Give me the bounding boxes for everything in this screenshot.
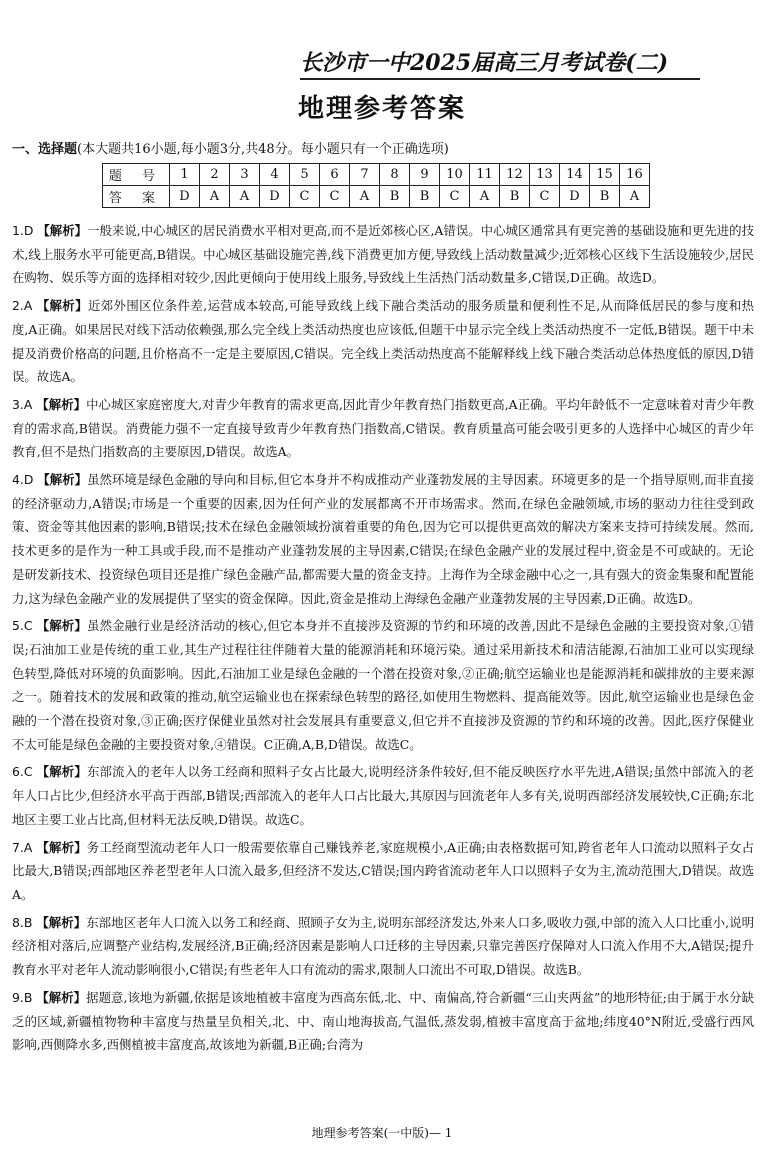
- answer-cell: A: [200, 186, 230, 208]
- question-number: 13: [530, 164, 560, 186]
- section-label: 一、选择题: [12, 142, 78, 157]
- explanation-7: [12, 836, 754, 907]
- header-rule: [300, 78, 700, 80]
- question-number: 9: [410, 164, 440, 186]
- answer-key: 8.B: [12, 914, 33, 930]
- answer-key: 3.A: [12, 396, 33, 412]
- question-number: 2: [200, 164, 230, 186]
- explanation-8: [12, 911, 754, 982]
- question-number: 8: [380, 164, 410, 186]
- question-number: 6: [320, 164, 350, 186]
- analysis-tag: 【解析】: [37, 472, 88, 488]
- explanation-3: [12, 393, 754, 464]
- answer-cell: A: [620, 186, 650, 208]
- answer-cell: D: [260, 186, 290, 208]
- number-row-header: 题 号: [103, 164, 170, 186]
- section-heading: [12, 138, 449, 157]
- answer-cell: C: [320, 186, 350, 208]
- answer-cell: B: [500, 186, 530, 208]
- answer-cell: B: [410, 186, 440, 208]
- explanation-text: 一般来说,中心城区的居民消费水平相对更高,而不是近郊核心区,A错误。中心城区通常具有更完善的基础设施和更先进的技术,线上服务水平可能更高,B错误。中心城区基础设施完善,线下消费更加方便,导致线上活动数量减少;近郊核心区线下生活设施较少,居民在购物、娱乐等方面的选择相对较少,因此更倾向于使用线上服务,导致线上生活热门活动数量多,C错误,D正确。故选D。: [12, 223, 754, 286]
- answer-key: 6.C: [12, 764, 33, 780]
- question-number: 3: [230, 164, 260, 186]
- answer-cell: A: [470, 186, 500, 208]
- explanation-1: [12, 219, 754, 290]
- explanation-text: 虽然环境是绿色金融的导向和目标,但它本身并不构成推动产业蓬勃发展的主导因素。环境更多的是一个指导原则,而非直接的经济驱动力,A错误;市场是一个重要的因素,因为任何产业的发展都离不开市场需求。然而,在绿色金融领域,市场的驱动力往往受到政策、资金等其他因素的影响,B错误;技术在绿色金融领域扮演着重要的角色,因为它可以提供更高效的解决方案来支持可持续发展。然而,技术更多的是作为一种工具或手段,而不是推动产业蓬勃发展的主导因素,C错误;在绿色金融产业的发展过程中,资金是不可或缺的。无论是研发新技术、投资绿色项目还是推广绿色金融产品,都需要大量的资金支持。上海作为全球金融中心之一,具有强大的资金集聚和配置能力,这为绿色金融产业的发展提供了坚实的资金保障。因此,资金是推动上海绿色金融产业蓬勃发展的主导因素,D正确。故选D。: [12, 472, 754, 606]
- answer-key: 9.B: [12, 989, 33, 1005]
- explanation-9: [12, 986, 754, 1057]
- explanation-text: 中心城区家庭密度大,对青少年教育的需求更高,因此青少年教育热门指数更高,A正确。平均年龄低不一定意味着对青少年教育的需求高,B错误。消费能力强不一定直接导致青少年教育热门指数高,C错误。教育质量高可能会吸引更多的人选择中心城区的青少年教育,但不是热门指数高的主要原因,D错误。故选A。: [12, 396, 755, 460]
- answer-key: 7.A: [12, 839, 33, 855]
- answer-table-number-row: [103, 164, 650, 186]
- page-footer: 地理参考答案(一中版)— 1: [311, 1126, 453, 1140]
- analysis-tag: 【解析】: [36, 618, 87, 634]
- analysis-tag: 【解析】: [36, 298, 88, 314]
- analysis-tag: 【解析】: [36, 914, 87, 930]
- answer-cell: B: [380, 186, 410, 208]
- answer-key: 5.C: [12, 618, 33, 634]
- answer-cell: D: [560, 186, 590, 208]
- answer-cell: B: [590, 186, 620, 208]
- explanation-4: [12, 468, 754, 610]
- analysis-tag: 【解析】: [36, 396, 87, 412]
- explanation-text: 务工经商型流动老年人口一般需要依靠自己赚钱养老,家庭规模小,A正确;由表格数据可知,跨省老年人口流动以照料子女占比最大,B错误;西部地区养老型老年人口流入最多,但经济不发达,C错误;国内跨省流动老年人口以照料子女为主,流动范围大,D错误。故选A。: [12, 839, 754, 902]
- explanation-6: [12, 760, 754, 831]
- question-number: 1: [170, 164, 200, 186]
- analysis-tag: 【解析】: [37, 223, 88, 238]
- answer-cell: A: [350, 186, 380, 208]
- explanation-text: 东部地区老年人口流入以务工和经商、照顾子女为主,说明东部经济发达,外来人口多,吸收力强,中部的流入人口比重小,说明经济相对落后,应调整产业结构,发展经济,B正确;经济因素是影响人口迁移的主导因素,只靠完善医疗保障对人口流入作用不大,A错误;提升教育水平对老年人流动影响很小,C错误;有些老年人口有流动的需求,限制人口流出不可取,D错误。故选B。: [12, 914, 754, 978]
- answer-row-header: 答 案: [103, 186, 170, 208]
- question-number: 5: [290, 164, 320, 186]
- explanation-text: 近郊外围区位条件差,运营成本较高,可能导致线上线下融合类活动的服务质量和便利性不足,从而降低居民的参与度和热度,A正确。如果居民对线下活动依赖强,那么完全线上类活动热度也应该低,但题干中显示完全线上类活动热度不一定低,B错误。题干中未提及消费价格高的问题,且价格高不一定是主要原因,C错误。完全线上类活动热度高不能解释线上线下融合类活动总体热度低的原因,D错误。故选A。: [12, 298, 754, 385]
- explanations: [12, 219, 754, 1061]
- exam-title: 长沙市一中2025届高三月考试卷(二): [300, 50, 669, 76]
- explanation-text: 虽然金融行业是经济活动的核心,但它本身并不直接涉及资源的节约和环境的改善,因此不是绿色金融的主要投资对象,①错误;石油加工业是传统的重工业,其生产过程往往伴随着大量的能源消耗和环境污染。通过采用新技术和清洁能源,石油加工业可以实现绿色转型,降低对环境的负面影响。因此,石油加工业是绿色金融的一个潜在投资对象,②正确;航空运输业也是能源消耗和碳排放的主要来源之一。随着技术的发展和政策的推动,航空运输业也在探索绿色转型的路径,如使用生物燃料、提高能效等。因此,航空运输业也是绿色金融的一个潜在投资对象,③正确;医疗保健业虽然对社会发展具有重要意义,但它并不直接涉及资源的节约和环境的改善。因此,医疗保健业不太可能是绿色金融的主要投资对象,④错误。C正确,A,B,D错误。故选C。: [12, 618, 754, 752]
- answer-table: [102, 163, 650, 208]
- explanation-2: [12, 294, 754, 389]
- question-number: 11: [470, 164, 500, 186]
- question-number: 10: [440, 164, 470, 186]
- analysis-tag: 【解析】: [36, 839, 87, 855]
- explanation-text: 据题意,该地为新疆,依据是该地植被丰富度为西高东低,北、中、南偏高,符合新疆“三山夹两盆”的地形特征;由于属于水分缺乏的区域,新疆植物物种丰富度与热量呈负相关,北、中、南山地海拔高,气温低,蒸发弱,植被丰富度高于盆地;纬度40°N附近,受盛行西风影响,西侧降水多,西侧植被丰富度高,故该地为新疆,B正确;台湾为: [12, 989, 754, 1053]
- document-title: 地理参考答案: [297, 94, 466, 124]
- answer-key: 2.A: [12, 298, 33, 314]
- analysis-tag: 【解析】: [36, 764, 87, 780]
- question-number: 16: [620, 164, 650, 186]
- answer-key: 4.D: [12, 472, 34, 488]
- analysis-tag: 【解析】: [36, 989, 87, 1005]
- question-number: 15: [590, 164, 620, 186]
- question-number: 7: [350, 164, 380, 186]
- question-number: 4: [260, 164, 290, 186]
- answer-cell: A: [230, 186, 260, 208]
- question-number: 14: [560, 164, 590, 186]
- answer-key: 1.D: [12, 223, 34, 238]
- question-number: 12: [500, 164, 530, 186]
- answer-cell: C: [290, 186, 320, 208]
- answer-cell: C: [440, 186, 470, 208]
- explanation-text: 东部流入的老年人以务工经商和照料子女占比最大,说明经济条件较好,但不能反映医疗水平先进,A错误;虽然中部流入的老年人口占比少,但经济水平高于西部,B错误;西部流入的老年人口占比最大,其原因与回流老年人多有关,说明西部经济发展较快,C正确;东北地区主要工业占比高,但材料无法反映,D错误。故选C。: [12, 764, 754, 827]
- section-note: (本大题共16小题,每小题3分,共48分。每小题只有一个正确选项): [77, 142, 449, 157]
- answer-cell: C: [530, 186, 560, 208]
- answer-cell: D: [170, 186, 200, 208]
- explanation-5: [12, 614, 754, 756]
- answer-table-answer-row: [103, 186, 650, 208]
